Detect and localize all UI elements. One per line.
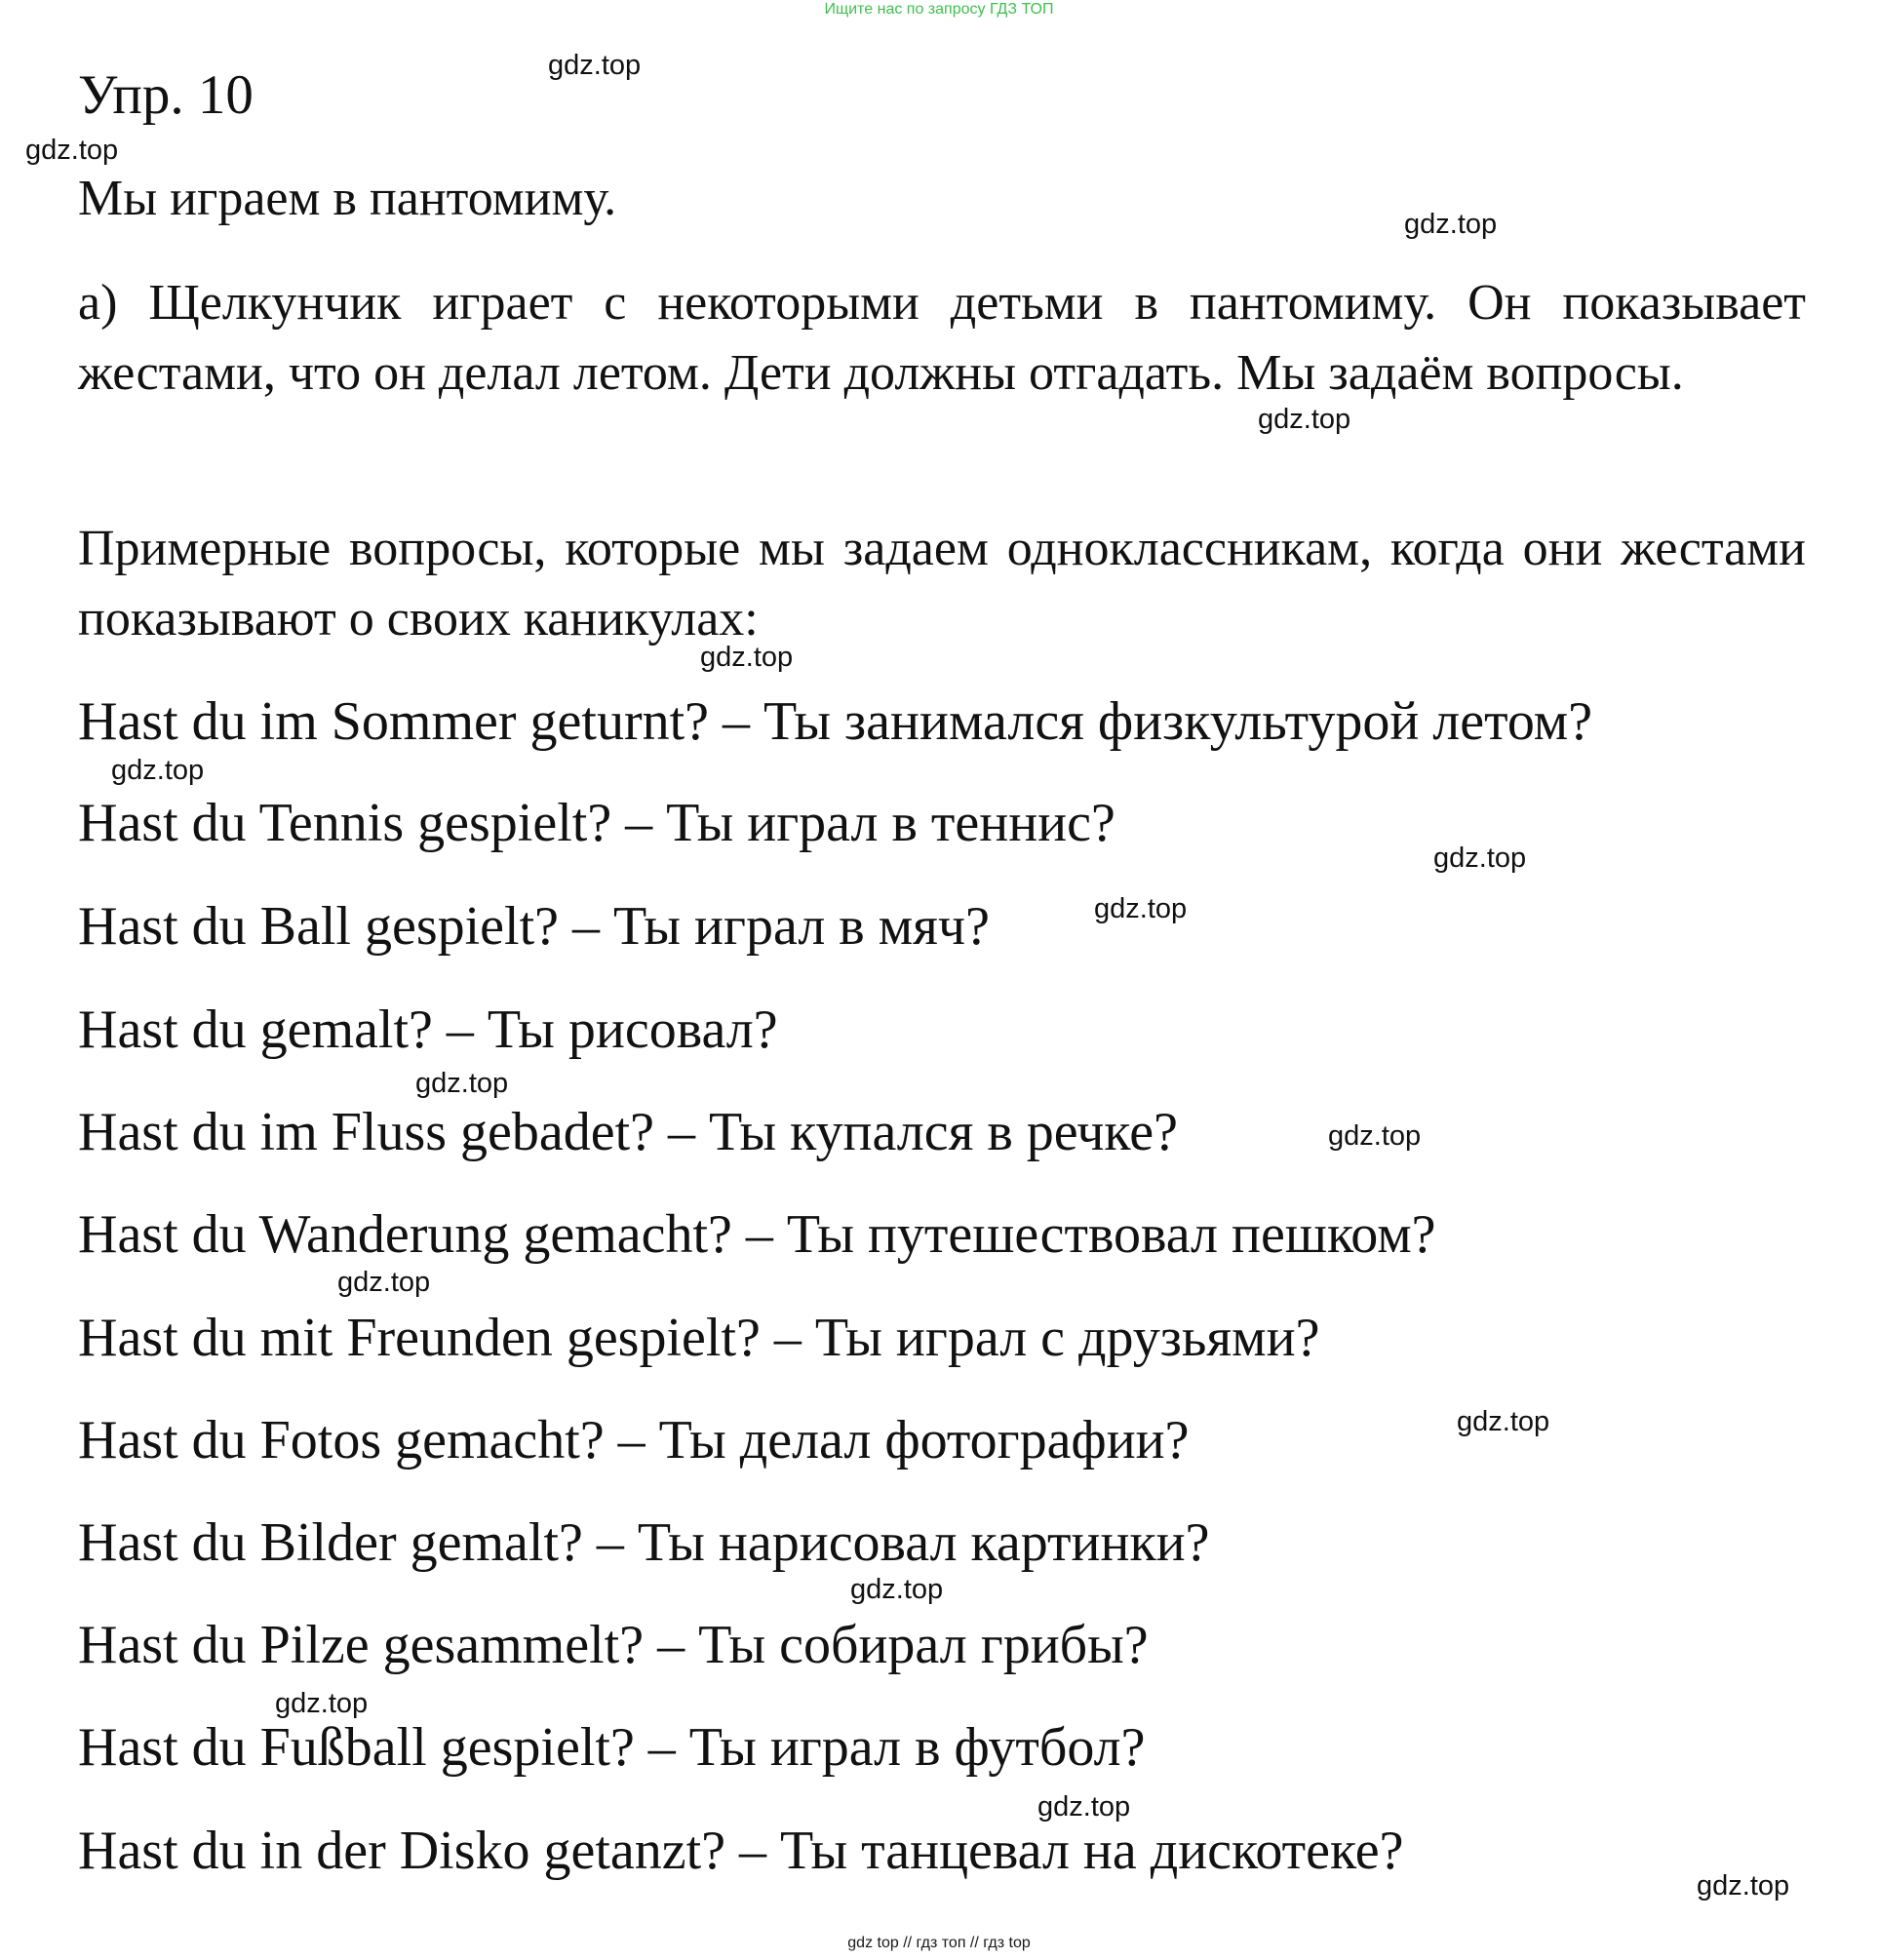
question-line: Hast du Tennis gespielt? – Ты играл в теннис? [78, 793, 1115, 853]
question-line: Hast du Pilze gesammelt? – Ты собирал грибы? [78, 1615, 1149, 1675]
watermark: gdz.top [700, 642, 794, 673]
question-line: Hast du Ball gespielt? – Ты играл в мяч? [78, 896, 990, 957]
watermark: gdz.top [1258, 404, 1351, 435]
watermark: gdz.top [1328, 1120, 1422, 1152]
watermark: gdz.top [25, 135, 119, 166]
question-line: Hast du Fotos gemacht? – Ты делал фотографии? [78, 1410, 1190, 1470]
watermark: gdz.top [1433, 843, 1527, 874]
exercise-title: Упр. 10 [78, 64, 254, 126]
paragraph-b: Примерные вопросы, которые мы задаем одноклассникам, когда они жестами показывают о своих каникулах: [78, 521, 1806, 647]
top-banner: Ищите нас по запросу ГДЗ ТОП [824, 1, 1054, 18]
question-line: Hast du mit Freunden gespielt? – Ты играл с друзьями? [78, 1308, 1320, 1368]
question-line: Hast du Bilder gemalt? – Ты нарисовал картинки? [78, 1512, 1210, 1573]
watermark: gdz.top [548, 50, 642, 81]
intro-line: Мы играем в пантомиму. [78, 171, 617, 226]
watermark: gdz.top [275, 1688, 369, 1719]
paragraph-a: а) Щелкунчик играет с некоторыми детьми в пантомиму. Он показывает жестами, что он делал летом. Дети должны отгадать. Мы задаём вопросы. [78, 275, 1806, 401]
watermark: gdz.top [1404, 209, 1498, 240]
question-line: Hast du Fußball gespielt? – Ты играл в футбол? [78, 1717, 1146, 1778]
watermark: gdz.top [1037, 1791, 1131, 1823]
question-line: Hast du im Fluss gebadet? – Ты купался в речке? [78, 1102, 1178, 1162]
footer: gdz top // гдз топ // гдз top [847, 1935, 1031, 1951]
watermark: gdz.top [1457, 1406, 1550, 1437]
question-line: Hast du Wanderung gemacht? – Ты путешествовал пешком? [78, 1204, 1436, 1265]
question-line: Hast du im Sommer geturnt? – Ты занимался физкультурой летом? [78, 691, 1593, 752]
watermark: gdz.top [850, 1574, 944, 1605]
watermark: gdz.top [415, 1068, 509, 1099]
watermark: gdz.top [1697, 1870, 1790, 1901]
watermark: gdz.top [111, 755, 205, 786]
question-line: Hast du gemalt? – Ты рисовал? [78, 1000, 778, 1060]
question-line: Hast du in der Disko getanzt? – Ты танцевал на дискотеке? [78, 1821, 1404, 1881]
watermark: gdz.top [337, 1267, 431, 1298]
watermark: gdz.top [1094, 893, 1188, 924]
